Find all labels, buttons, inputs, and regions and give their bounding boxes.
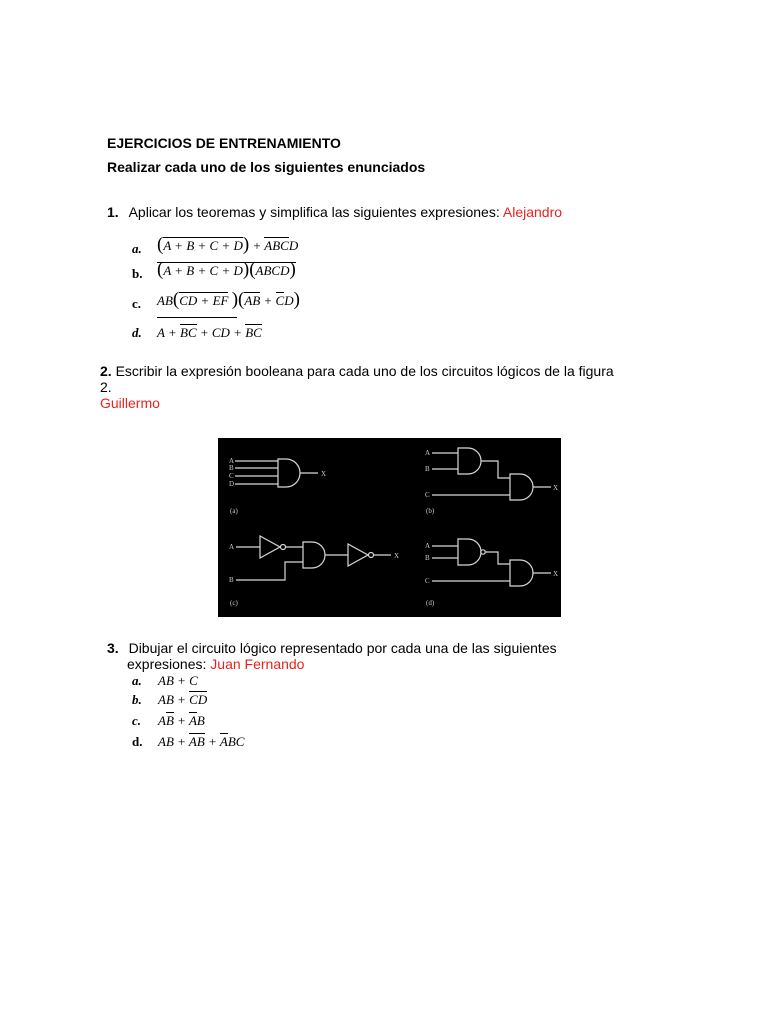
document-title: EJERCICIOS DE ENTRENAMIENTO xyxy=(107,135,341,151)
question-3-assignee: Juan Fernando xyxy=(210,656,305,672)
q3-item-a-label: a. xyxy=(132,673,142,688)
circuit-c-not-gate-1 xyxy=(260,536,280,558)
panel-label-b: (b) xyxy=(426,507,435,515)
question-1-number: 1. xyxy=(107,204,119,220)
circuit-b-and-gate-2 xyxy=(510,474,533,500)
circuit-a xyxy=(229,457,326,515)
panel-label-c: (c) xyxy=(230,599,238,607)
logic-circuits-figure xyxy=(218,438,561,617)
circuit-a-input-b: B xyxy=(229,464,234,472)
circuit-d-and-gate-1 xyxy=(458,539,481,565)
circuit-c-input-b: B xyxy=(229,576,234,584)
question-3-text-cont: expresiones: xyxy=(127,656,207,672)
circuit-a-input-d: D xyxy=(229,480,235,488)
q3-item-c-expr: AB + AB xyxy=(158,713,205,728)
question-1-assignee: Alejandro xyxy=(502,204,563,220)
q3-item-a-expr: AB + C xyxy=(158,673,198,688)
circuit-a-and-gate xyxy=(278,459,300,487)
q1-item-a-expr: (A + B + C + D) + ABCD xyxy=(157,234,299,255)
q3-item-c-label: c. xyxy=(132,713,142,728)
q1-item-c-overbar xyxy=(157,317,237,318)
circuit-a-input-a: A xyxy=(229,457,235,465)
circuit-a-output: X xyxy=(321,470,327,478)
question-3-number: 3. xyxy=(107,640,119,656)
question-2 xyxy=(100,363,660,411)
question-1 xyxy=(107,204,562,220)
question-2-text: Escribir la expresión booleana para cada uno de los circuitos lógicos de la figura xyxy=(115,363,614,379)
circuit-b-input-a: A xyxy=(425,449,431,457)
question-3-text: Dibujar el circuito lógico representado por cada una de las siguientes xyxy=(128,640,557,656)
circuit-d-input-a: A xyxy=(425,542,431,550)
question-2-number: 2. xyxy=(100,363,112,379)
circuit-c-output: X xyxy=(394,552,400,560)
q1-item-b-expr: (A + B + C + D)(ABCD) xyxy=(157,259,296,280)
q3-item-d-expr: AB + AB + ABC xyxy=(158,734,245,749)
question-3 xyxy=(107,640,557,672)
circuit-b-input-c: C xyxy=(425,491,430,499)
q1-item-c-label: c. xyxy=(132,296,142,311)
circuit-d-input-b: B xyxy=(425,554,430,562)
question-2-text-cont: 2. xyxy=(100,379,112,395)
circuit-c-not-gate-2 xyxy=(348,544,368,566)
q3-item-b-expr: AB + CD xyxy=(158,692,208,707)
panel-label-a: (a) xyxy=(230,507,238,515)
q1-item-b-label: b. xyxy=(132,266,143,281)
circuit-b xyxy=(425,448,558,515)
circuit-c-inversion-bubble-2 xyxy=(369,553,374,558)
circuit-c-and-gate xyxy=(303,542,325,568)
circuit-d-input-c: C xyxy=(425,577,430,585)
q1-item-a-label: a. xyxy=(132,241,142,256)
circuit-c-inversion-bubble-1 xyxy=(281,545,286,550)
panel-label-d: (d) xyxy=(426,599,435,607)
circuit-c-input-a: A xyxy=(229,543,235,551)
circuit-b-input-b: B xyxy=(425,465,430,473)
q3-item-b-label: b. xyxy=(132,692,142,707)
question-1-text: Aplicar los teoremas y simplifica las siguientes expresiones: xyxy=(128,204,500,220)
circuit-a-input-c: C xyxy=(229,472,234,480)
circuit-b-and-gate-1 xyxy=(458,448,481,474)
logic-circuits-svg xyxy=(218,438,561,617)
circuit-d-and-gate-2 xyxy=(510,560,533,586)
q1-item-c-expr: AB(CD + EF )(AB + CD) xyxy=(157,289,300,310)
circuit-d xyxy=(425,539,558,607)
circuit-d-output: X xyxy=(553,570,559,578)
q1-item-d-expr: A + BC + CD + BC xyxy=(157,325,262,340)
q3-item-d-label: d. xyxy=(132,734,143,749)
circuit-b-output: X xyxy=(553,484,559,492)
document-subtitle: Realizar cada uno de los siguientes enunciados xyxy=(107,159,426,175)
q1-item-d-label: d. xyxy=(132,325,142,340)
circuit-c xyxy=(229,536,399,607)
question-2-assignee: Guillermo xyxy=(100,395,160,411)
